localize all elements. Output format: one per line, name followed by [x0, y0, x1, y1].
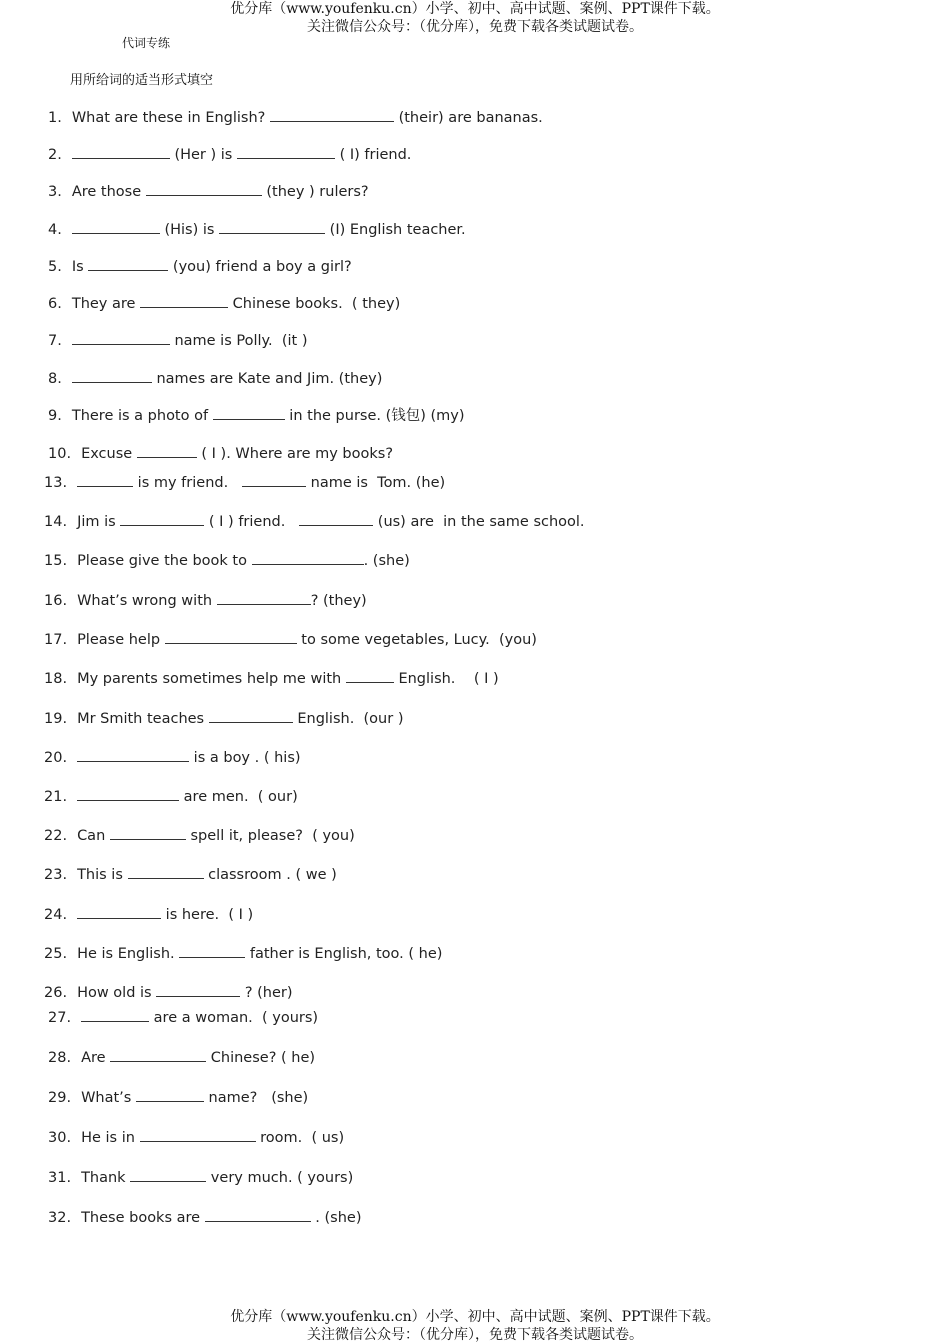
- answer-blank[interactable]: [209, 708, 293, 723]
- question-text: Is: [71, 259, 89, 275]
- question-item: [44, 511, 585, 531]
- question-text: is my friend.: [133, 475, 243, 491]
- question-number: 19.: [44, 711, 68, 727]
- answer-blank[interactable]: [137, 443, 197, 458]
- answer-blank[interactable]: [346, 668, 394, 683]
- question-text: English. (our ): [292, 711, 404, 727]
- question-number: 21.: [44, 789, 68, 805]
- question-text: Are: [81, 1050, 111, 1066]
- question-text: (I) English teacher.: [325, 222, 466, 238]
- question-number: 22.: [44, 828, 68, 844]
- question-text: ( I ) friend.: [204, 514, 300, 530]
- question-text: Please help: [77, 632, 165, 648]
- question-text: in the purse. (钱包) (my): [284, 408, 465, 424]
- question-number: 10.: [48, 446, 72, 462]
- question-item: [44, 943, 442, 963]
- question-text: (you) friend a boy a girl?: [168, 259, 352, 275]
- question-number: 30.: [48, 1130, 72, 1146]
- question-text: is here. ( I ): [161, 907, 254, 923]
- question-number: 2.: [48, 147, 62, 163]
- question-item: [44, 982, 293, 1002]
- answer-blank[interactable]: [88, 256, 168, 271]
- question-text: He is in: [81, 1130, 140, 1146]
- question-text: There is a photo of: [71, 408, 213, 424]
- question-text: Thank: [81, 1170, 131, 1186]
- question-item: [48, 1207, 362, 1227]
- question-text: . (she): [310, 1210, 362, 1226]
- question-item: [48, 368, 382, 388]
- answer-blank[interactable]: [140, 1127, 256, 1142]
- answer-blank[interactable]: [299, 511, 373, 526]
- question-text: name is Polly. (it ): [169, 333, 308, 349]
- question-text: What are these in English?: [71, 110, 270, 126]
- question-number: 24.: [44, 907, 68, 923]
- header-line-1: 优分库（www.youfenku.cn）小学、初中、高中试题、案例、PPT课件下载。: [230, 1, 720, 17]
- question-text: to some vegetables, Lucy. (you): [296, 632, 537, 648]
- question-number: 29.: [48, 1090, 72, 1106]
- question-text: Are those: [71, 184, 146, 200]
- question-number: 23.: [44, 867, 68, 883]
- question-text: are a woman. ( yours): [149, 1010, 319, 1026]
- answer-blank[interactable]: [213, 405, 285, 420]
- question-item: [48, 1087, 308, 1107]
- answer-blank[interactable]: [72, 368, 152, 383]
- question-item: [44, 550, 410, 570]
- question-text: My parents sometimes help me with: [77, 671, 346, 687]
- answer-blank[interactable]: [136, 1087, 204, 1102]
- answer-blank[interactable]: [72, 219, 160, 234]
- question-number: 25.: [44, 946, 68, 962]
- question-text: ? (they): [310, 593, 367, 609]
- question-text: (their) are bananas.: [393, 110, 543, 126]
- question-number: 26.: [44, 985, 68, 1001]
- question-text: English. ( I ): [393, 671, 499, 687]
- question-number: 7.: [48, 333, 62, 349]
- answer-blank[interactable]: [72, 330, 170, 345]
- question-text: ( I) friend.: [334, 147, 412, 163]
- question-item: [48, 293, 400, 313]
- question-text: (us) are in the same school.: [373, 514, 585, 530]
- question-text: (His) is: [159, 222, 220, 238]
- question-item: [48, 1167, 353, 1187]
- answer-blank[interactable]: [165, 629, 297, 644]
- question-text: room. ( us): [255, 1130, 345, 1146]
- question-number: 15.: [44, 553, 68, 569]
- question-number: 1.: [48, 110, 62, 126]
- question-item: [44, 786, 298, 806]
- question-item: [48, 256, 352, 276]
- footer-line-1: 优分库（www.youfenku.cn）小学、初中、高中试题、案例、PPT课件下载。: [230, 1309, 720, 1325]
- answer-blank[interactable]: [110, 825, 186, 840]
- question-number: 13.: [44, 475, 68, 491]
- question-text: ? (her): [240, 985, 293, 1001]
- answer-blank[interactable]: [140, 293, 228, 308]
- answer-blank[interactable]: [237, 144, 335, 159]
- question-text: What’s wrong with: [77, 593, 217, 609]
- question-text: These books are: [81, 1210, 205, 1226]
- answer-blank[interactable]: [156, 982, 240, 997]
- question-item: [44, 825, 355, 845]
- question-number: 3.: [48, 184, 62, 200]
- answer-blank[interactable]: [77, 904, 161, 919]
- question-text: Excuse: [81, 446, 137, 462]
- question-item: [48, 107, 543, 127]
- question-text: ( I ). Where are my books?: [196, 446, 394, 462]
- question-text: (Her ) is: [169, 147, 237, 163]
- question-text: What’s: [81, 1090, 136, 1106]
- question-text: classroom . ( we ): [203, 867, 337, 883]
- question-text: name is Tom. (he): [306, 475, 446, 491]
- question-item: [48, 405, 465, 425]
- question-item: [44, 668, 499, 688]
- question-number: 9.: [48, 408, 62, 424]
- worksheet-title: 代词专练: [122, 36, 171, 50]
- question-item: [48, 1127, 344, 1147]
- question-text: Chinese books. ( they): [228, 296, 401, 312]
- question-item: [44, 904, 253, 924]
- question-text: (they ) rulers?: [261, 184, 369, 200]
- question-number: 31.: [48, 1170, 72, 1186]
- question-number: 4.: [48, 222, 62, 238]
- footer-line-2: 关注微信公众号：（优分库），免费下载各类试题试卷。: [307, 1327, 643, 1343]
- answer-blank[interactable]: [77, 786, 179, 801]
- question-text: very much. ( yours): [206, 1170, 354, 1186]
- question-item: [44, 864, 337, 884]
- question-number: 32.: [48, 1210, 72, 1226]
- answer-blank[interactable]: [219, 219, 325, 234]
- answer-blank[interactable]: [242, 472, 306, 487]
- question-number: 16.: [44, 593, 68, 609]
- question-text: Please give the book to: [77, 553, 252, 569]
- answer-blank[interactable]: [72, 144, 170, 159]
- question-item: [48, 1047, 315, 1067]
- question-text: name? (she): [203, 1090, 309, 1106]
- question-text: Chinese? ( he): [206, 1050, 316, 1066]
- question-item: [44, 590, 367, 610]
- header-line-2: 关注微信公众号：（优分库），免费下载各类试题试卷。: [307, 19, 643, 35]
- question-number: 20.: [44, 750, 68, 766]
- page-header: [0, 0, 950, 36]
- answer-blank[interactable]: [217, 590, 311, 605]
- answer-blank[interactable]: [205, 1207, 311, 1222]
- question-number: 27.: [48, 1010, 72, 1026]
- question-item: [44, 472, 445, 492]
- answer-blank[interactable]: [130, 1167, 206, 1182]
- question-number: 14.: [44, 514, 68, 530]
- question-text: are men. ( our): [179, 789, 298, 805]
- question-number: 5.: [48, 259, 62, 275]
- question-item: [44, 629, 537, 649]
- question-text: He is English.: [77, 946, 180, 962]
- answer-blank[interactable]: [77, 747, 189, 762]
- answer-blank[interactable]: [146, 181, 262, 196]
- question-item: [44, 747, 301, 767]
- question-number: 17.: [44, 632, 68, 648]
- question-number: 18.: [44, 671, 68, 687]
- question-text: Jim is: [77, 514, 121, 530]
- answer-blank[interactable]: [110, 1047, 206, 1062]
- question-text: Can: [77, 828, 110, 844]
- question-number: 28.: [48, 1050, 72, 1066]
- answer-blank[interactable]: [252, 550, 364, 565]
- question-text: Mr Smith teaches: [77, 711, 209, 727]
- question-item: [48, 144, 411, 164]
- worksheet-instruction: 用所给词的适当形式填空: [70, 73, 214, 88]
- answer-blank[interactable]: [120, 511, 204, 526]
- question-item: [48, 443, 393, 463]
- question-text: How old is: [77, 985, 157, 1001]
- question-item: [48, 181, 369, 201]
- question-text: . (she): [363, 553, 410, 569]
- question-text: names are Kate and Jim. (they): [151, 371, 383, 387]
- question-text: father is English, too. ( he): [245, 946, 443, 962]
- answer-blank[interactable]: [179, 943, 245, 958]
- page-footer: [0, 1308, 950, 1344]
- question-number: 6.: [48, 296, 62, 312]
- question-item: [48, 1007, 318, 1027]
- question-text: This is: [77, 867, 128, 883]
- question-item: [48, 219, 466, 239]
- question-text: They are: [71, 296, 141, 312]
- question-text: is a boy . ( his): [189, 750, 301, 766]
- answer-blank[interactable]: [128, 864, 204, 879]
- question-item: [48, 330, 308, 350]
- answer-blank[interactable]: [77, 472, 133, 487]
- answer-blank[interactable]: [270, 107, 394, 122]
- question-text: spell it, please? ( you): [185, 828, 355, 844]
- question-number: 8.: [48, 371, 62, 387]
- answer-blank[interactable]: [81, 1007, 149, 1022]
- question-item: [44, 708, 403, 728]
